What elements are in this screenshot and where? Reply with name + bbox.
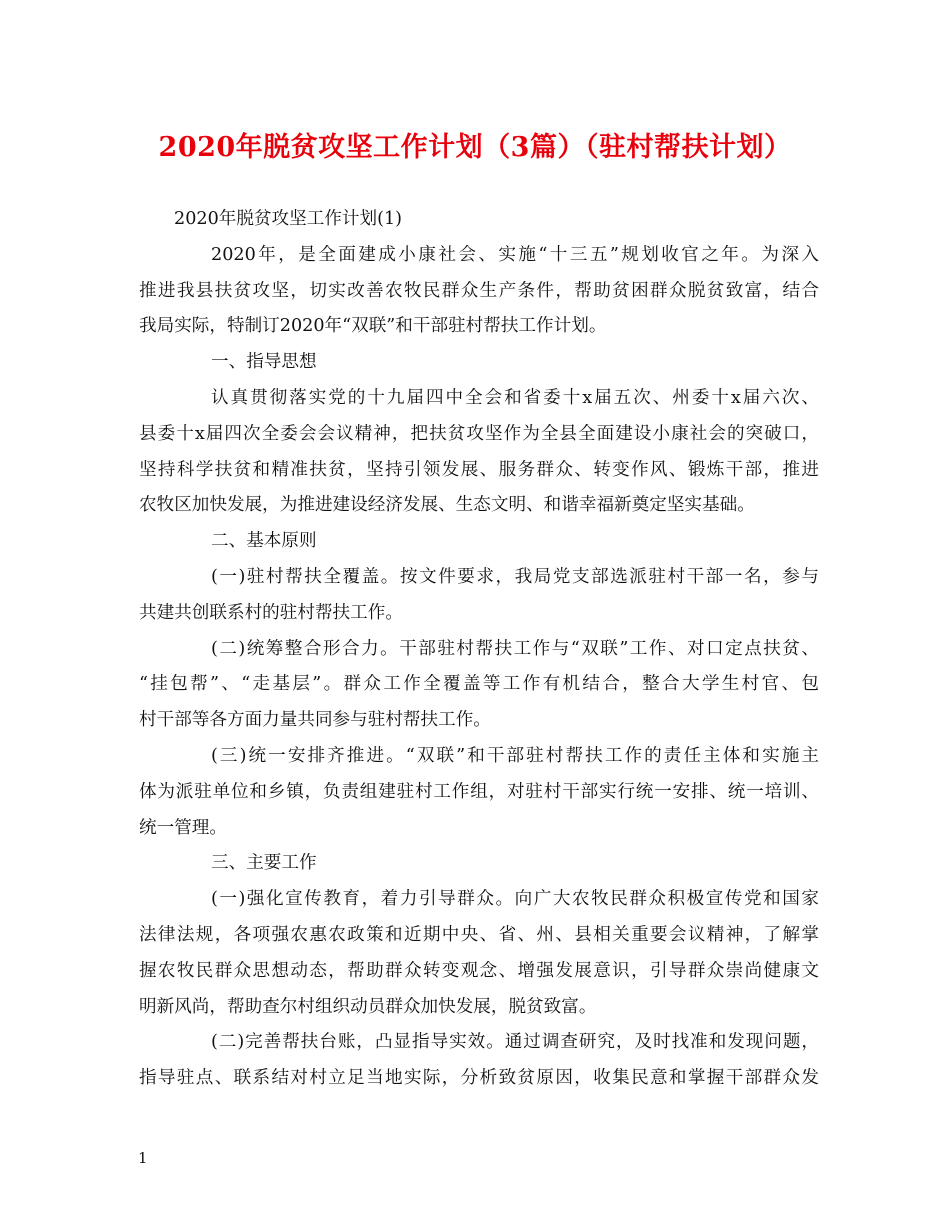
- paragraph-line: 指导驻点、联系结对村立足当地实际，分析致贫原因，收集民意和掌握干部群众发: [139, 1068, 819, 1089]
- paragraph-line: 2020年，是全面建成小康社会、实施“十三五”规划收官之年。为深入: [211, 244, 819, 265]
- paragraph-line: 法律法规，各项强农惠农政策和近期中央、省、州、县相关重要会议精神，了解掌: [139, 924, 819, 945]
- paragraph-line: 坚持科学扶贫和精准扶贫，坚持引领发展、服务群众、转变作风、锻炼干部，推进: [139, 459, 819, 480]
- paragraph-line: 一、指导思想: [211, 352, 317, 373]
- paragraph-line: 县委十x届四次全委会会议精神，把扶贫攻坚作为全县全面建设小康社会的突破口，: [139, 423, 819, 444]
- paragraph-line: (一)强化宣传教育，着力引导群众。向广大农牧民群众积极宣传党和国家: [211, 889, 819, 910]
- page-number: 1: [138, 1149, 148, 1167]
- paragraph-line: 二、基本原则: [211, 531, 317, 552]
- paragraph-line: 共建共创联系村的驻村帮扶工作。: [139, 602, 403, 623]
- document-title: 2020年脱贫攻坚工作计划（3篇）（驻村帮扶计划）: [158, 132, 792, 163]
- paragraph-line: (二)统筹整合形合力。干部驻村帮扶工作与“双联”工作、对口定点扶贫、: [211, 638, 819, 659]
- paragraph-line: (二)完善帮扶台账，凸显指导实效。通过调查研究，及时找准和发现问题，: [211, 1032, 819, 1053]
- paragraph-line: 农牧区加快发展，为推进建设经济发展、生态文明、和谐幸福新奠定坚实基础。: [139, 495, 755, 516]
- paragraph-line: 推进我县扶贫攻坚，切实改善农牧民群众生产条件，帮助贫困群众脱贫致富，结合: [139, 280, 819, 301]
- paragraph-line: (三)统一安排齐推进。“双联”和干部驻村帮扶工作的责任主体和实施主: [211, 745, 819, 766]
- document-body: [139, 202, 819, 1097]
- paragraph-line: 我局实际，特制订2020年“双联”和干部驻村帮扶工作计划。: [139, 316, 607, 337]
- paragraph-line: (一)驻村帮扶全覆盖。按文件要求，我局党支部选派驻村干部一名，参与: [211, 566, 819, 587]
- paragraph-line: 握农牧民群众思想动态，帮助群众转变观念、增强发展意识，引导群众崇尚健康文: [139, 960, 819, 981]
- paragraph-line: 统一管理。: [139, 817, 227, 838]
- paragraph-line: 2020年脱贫攻坚工作计划(1): [174, 209, 403, 229]
- paragraph-line: “挂包帮”、“走基层”。群众工作全覆盖等工作有机结合，整合大学生村官、包: [139, 674, 819, 695]
- paragraph-line: 明新风尚，帮助查尔村组织动员群众加快发展，脱贫致富。: [139, 996, 597, 1017]
- paragraph-line: 体为派驻单位和乡镇，负责组建驻村工作组，对驻村干部实行统一安排、统一培训、: [139, 781, 819, 802]
- paragraph-line: 村干部等各方面力量共同参与驻村帮扶工作。: [139, 710, 491, 731]
- paragraph-line: 三、主要工作: [211, 853, 317, 874]
- paragraph-line: 认真贯彻落实党的十九届四中全会和省委十x届五次、州委十x届六次、: [211, 387, 819, 408]
